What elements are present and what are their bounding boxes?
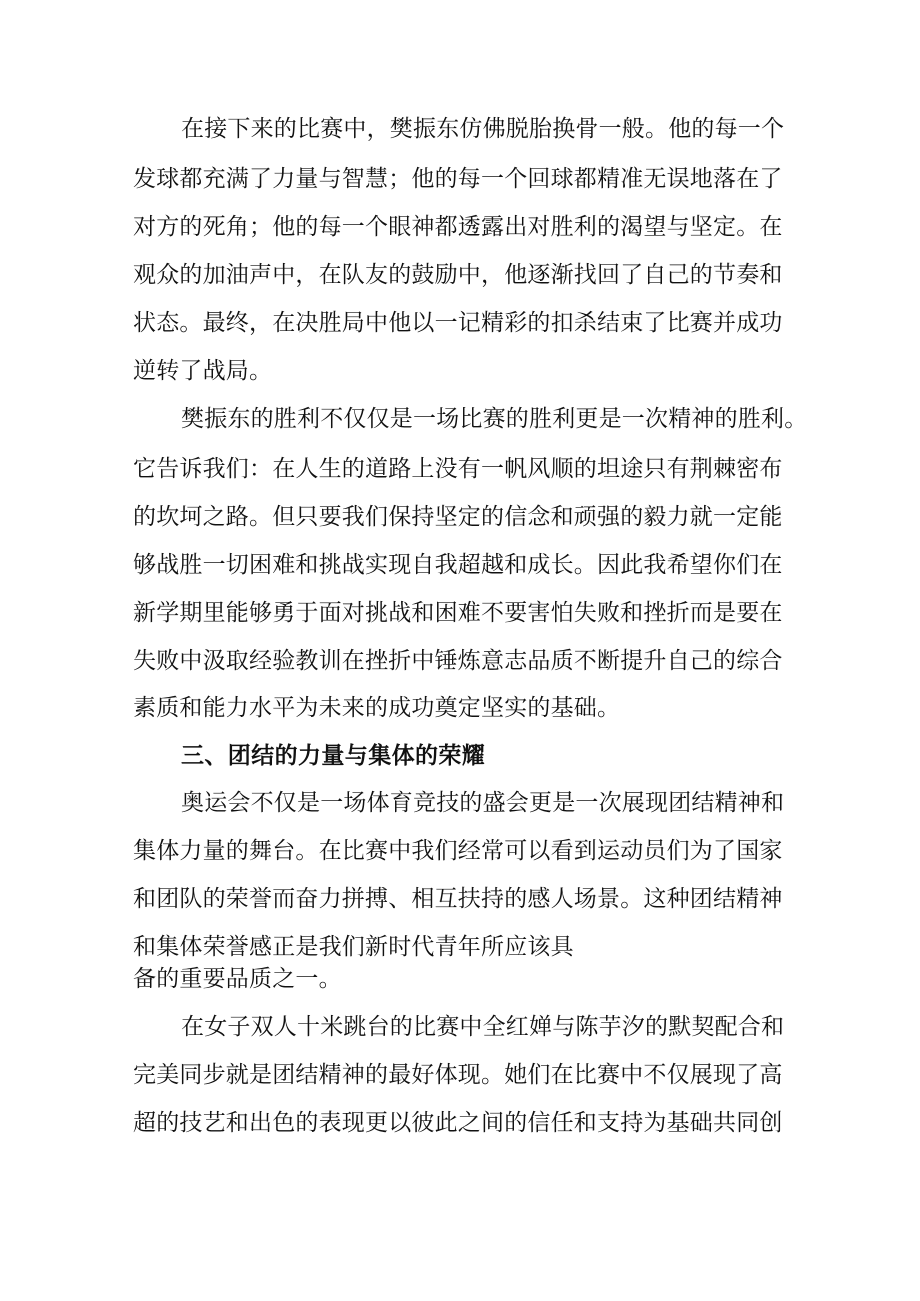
paragraph-2-line-1: 樊振东的胜利不仅仅是一场比赛的胜利更是一次精神的胜利。: [181, 406, 808, 432]
paragraph-3-line-1: 奥运会不仅是一场体育竞技的盛会更是一次展现团结精神和: [181, 790, 785, 816]
paragraph-1-line-4: 观众的加油声中，在队友的鼓励中，他逐渐找回了自己的节奏和: [133, 262, 783, 288]
paragraph-1-line-5: 状态。最终，在决胜局中他以一记精彩的扣杀结束了比赛并成功: [133, 310, 783, 336]
paragraph-2-line-6: 失败中汲取经验教训在挫折中锤炼意志品质不断提升自己的综合: [133, 648, 783, 674]
paragraph-2-line-3: 的坎坷之路。但只要我们保持坚定的信念和顽强的毅力就一定能: [133, 504, 783, 530]
paragraph-4-line-3: 超的技艺和出色的表现更以彼此之间的信任和支持为基础共同创: [133, 1110, 783, 1136]
section-heading: 三、团结的力量与集体的荣耀: [181, 743, 486, 769]
paragraph-3-line-2: 集体力量的舞台。在比赛中我们经常可以看到运动员们为了国家: [133, 838, 783, 864]
paragraph-4-line-1: 在女子双人十米跳台的比赛中全红婵与陈芋汐的默契配合和: [181, 1014, 785, 1040]
paragraph-2-line-5: 新学期里能够勇于面对挑战和困难不要害怕失败和挫折而是要在: [133, 600, 783, 626]
paragraph-1-line-1: 在接下来的比赛中，樊振东仿佛脱胎换骨一般。他的每一个: [181, 116, 785, 142]
paragraph-2-line-4: 够战胜一切困难和挑战实现自我超越和成长。因此我希望你们在: [133, 552, 783, 578]
paragraph-3-line-5: 备的重要品质之一。: [133, 966, 342, 992]
paragraph-1-line-2: 发球都充满了力量与智慧；他的每一个回球都精准无误地落在了: [133, 166, 783, 192]
paragraph-1-line-6: 逆转了战局。: [133, 358, 273, 384]
paragraph-3-line-4: 和集体荣誉感正是我们新时代青年所应该具: [133, 934, 574, 960]
paragraph-4-line-2: 完美同步就是团结精神的最好体现。她们在比赛中不仅展现了高: [133, 1062, 783, 1088]
paragraph-1-line-3: 对方的死角；他的每一个眼神都透露出对胜利的渴望与坚定。在: [133, 214, 783, 240]
paragraph-2-line-2: 它告诉我们：在人生的道路上没有一帆风顺的坦途只有荆棘密布: [133, 456, 783, 482]
paragraph-3-line-3: 和团队的荣誉而奋力拼搏、相互扶持的感人场景。这种团结精神: [133, 886, 783, 912]
paragraph-2-line-7: 素质和能力水平为未来的成功奠定坚实的基础。: [133, 695, 621, 721]
